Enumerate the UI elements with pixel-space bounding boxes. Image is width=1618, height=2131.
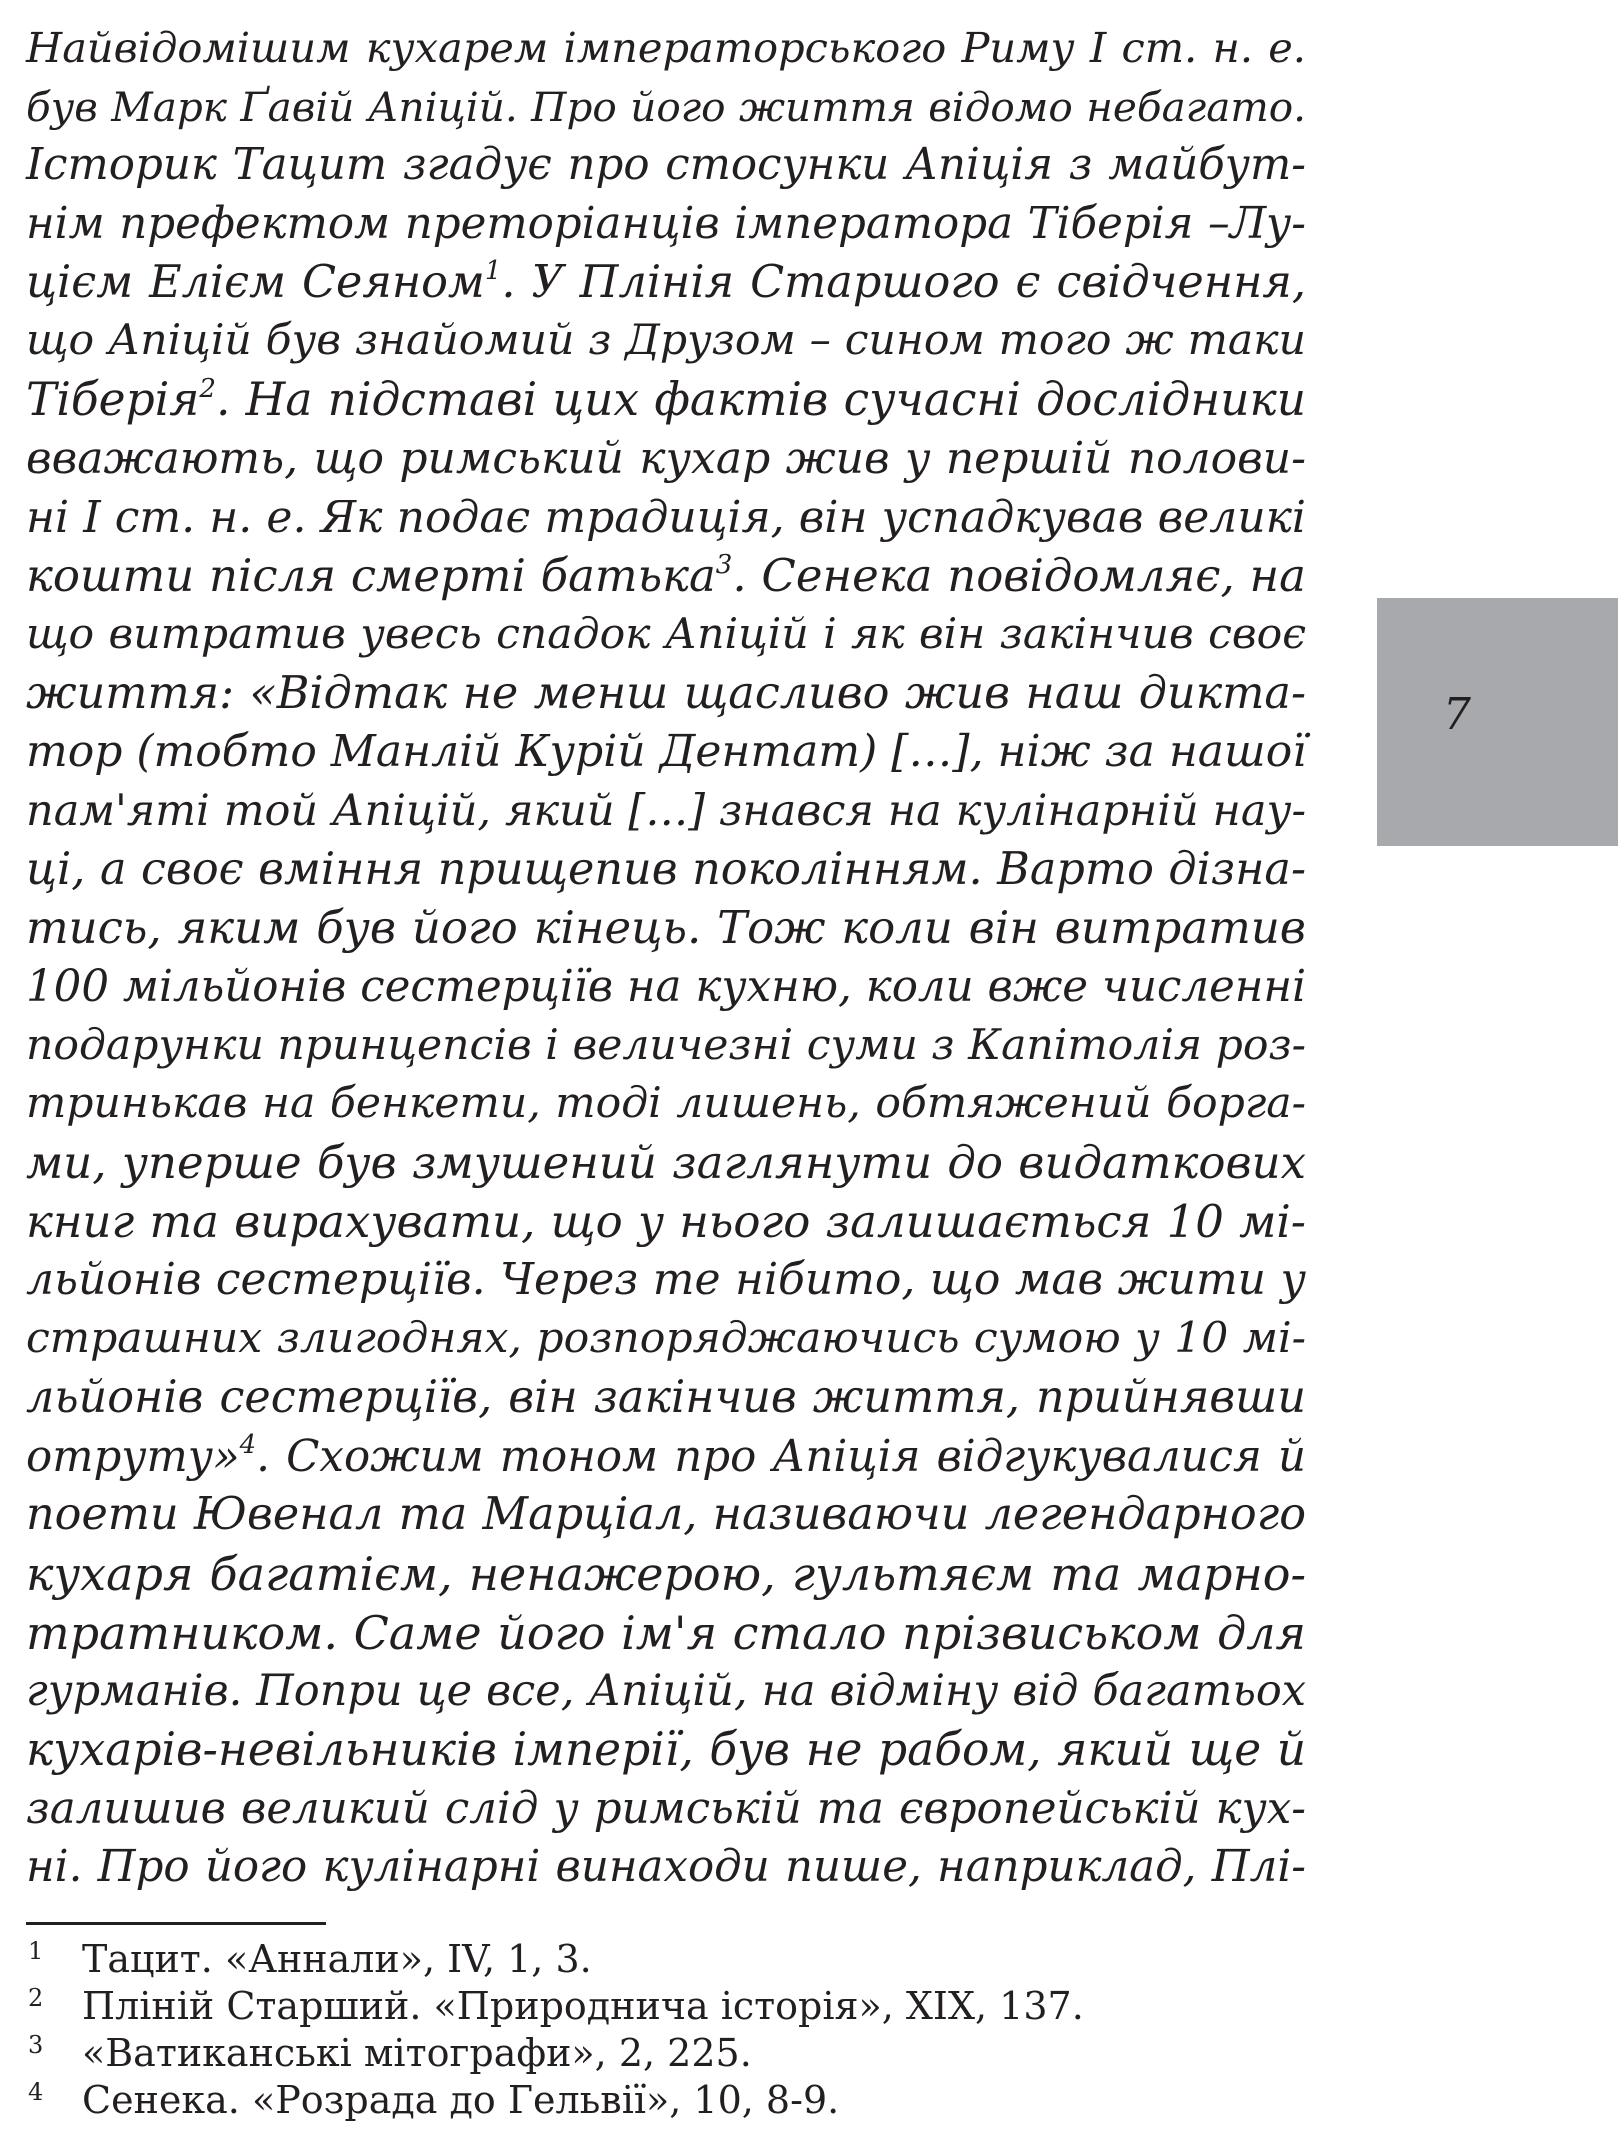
text-line-content: тринькав на бенкети, тоді лишень, обтяжений борга- [26, 1079, 1306, 1129]
text-line [26, 1017, 1306, 1076]
text-line-content: . Сенека повідомляє, на [732, 549, 1306, 603]
text-line [26, 1662, 1306, 1721]
text-line-content: ні. Про його кулінарні винаходи пише, наприклад, Плі- [26, 1842, 1306, 1893]
text-line-content: Історик Тацит згадує про стосунки Апіція з майбут- [26, 140, 1306, 191]
text-line-content: цієм Елієм Сеяном [26, 256, 485, 308]
text-line-content: Тіберія [26, 373, 200, 427]
text-line [26, 1838, 1306, 1897]
body-text [26, 19, 1306, 1897]
text-line-content: кухаря багатієм, ненажерою, гультяєм та марно- [26, 1546, 1306, 1601]
text-line-content: страшних злигоднях, розпоряджаючись сумою у 10 мі- [26, 1314, 1306, 1364]
page-number: 7 [1443, 689, 1471, 740]
text-line-content: нім префектом преторіанців імператора Тіберія –Лу- [26, 199, 1306, 250]
text-line [26, 1780, 1306, 1839]
footnote-number: 1 [28, 1937, 44, 1965]
footnote [26, 2077, 1226, 2124]
text-line-content: життя: «Відтак не менш щасливо жив наш дикта- [26, 667, 1306, 719]
text-line [26, 723, 1306, 782]
text-line-content: поети Ювенал та Марціал, називаючи легендарного [26, 1489, 1306, 1541]
footnote-text: Сенека. «Розрада до Гельвії», 10, 8-9. [82, 2078, 840, 2122]
text-line-content: книг та вирахувати, що у нього залишається 10 мі- [26, 1194, 1306, 1248]
text-line-content: . У Плінія Старшого є свідчення, [501, 256, 1306, 308]
text-line-content: . На підставі цих фактів сучасні дослідники [215, 373, 1306, 427]
text-line [26, 665, 1306, 724]
text-line [26, 78, 1306, 137]
text-line-content: що витратив увесь спадок Апіцій і як він закінчив своє [26, 609, 1306, 659]
footnote [26, 1936, 1226, 1983]
page-number-tab [1377, 598, 1618, 846]
text-line [26, 254, 1306, 313]
text-line-content: тор (тобто Манлій Курій Дентат) […], ніж за нашої [26, 726, 1307, 778]
text-line [26, 547, 1306, 606]
text-line [26, 782, 1306, 841]
text-line-content: ні І ст. н. е. Як подає традиція, він успадкував великі [26, 491, 1306, 543]
text-line-content: ми, уперше був змушений заглянути до видаткових [26, 1136, 1306, 1190]
text-line [26, 1193, 1306, 1252]
footnote [26, 2030, 1226, 2077]
text-line [26, 1486, 1306, 1545]
footnote-reference: 2 [199, 374, 216, 405]
text-line-content: гурманів. Попри це все, Апіцій, на відміну від багатьох [26, 1666, 1306, 1717]
text-line [26, 958, 1306, 1017]
footnote-number: 2 [28, 1984, 44, 2012]
text-line-content: подарунки принцепсів і величезні суми з Капітолія роз- [26, 1020, 1306, 1070]
text-line-content: 100 мільйонів сестерціїв на кухню, коли вже численні [26, 962, 1306, 1012]
footnote-text: Тацит. «Аннали», IV, 1, 3. [82, 1937, 592, 1981]
text-line-content: що Апіцій був знайомий з Друзом – сином того ж таки [26, 316, 1306, 366]
text-line [26, 1545, 1306, 1604]
text-line-content: пам'яті той Апіцій, який […] знався на кулінарній нау- [26, 785, 1306, 836]
text-line [26, 489, 1306, 548]
text-line-content: . Схожим тоном про Апіція відгукувалися й [256, 1431, 1306, 1482]
footnote-reference: 4 [239, 1429, 257, 1460]
text-line [26, 195, 1306, 254]
text-line-content: вважають, що римський кухар жив у першій полови- [26, 432, 1306, 484]
text-line-content: льйонів сестерціїв, він закінчив життя, прийнявши [26, 1371, 1306, 1423]
text-line-content: ці, а своє вміння прищепив поколінням. Варто дізна- [26, 843, 1306, 895]
text-line [26, 1604, 1306, 1663]
text-line [26, 312, 1306, 371]
footnote-separator [26, 1922, 326, 1925]
text-line [26, 1428, 1306, 1487]
text-line-content: Найвідомішим кухарем імператорського Риму І ст. н. е. [26, 23, 1306, 72]
footnote-text: Пліній Старший. «Природнича історія», XIX, 137. [82, 1984, 1084, 2028]
text-line [26, 371, 1306, 430]
text-line-content: був Марк Ґавій Апіцій. Про його життя відомо небагато. [26, 82, 1306, 131]
footnote-number: 4 [28, 2078, 44, 2106]
text-line [26, 1075, 1306, 1134]
footnote [26, 1983, 1226, 2030]
text-line-content: кошти після смерті батька [26, 549, 716, 603]
text-line [26, 841, 1306, 900]
text-line [26, 430, 1306, 489]
footnotes [26, 1936, 1226, 2124]
footnote-number: 3 [28, 2031, 44, 2059]
text-line-content: отруту» [26, 1431, 240, 1482]
text-line-content: тись, яким був його кінець. Тож коли він витратив [26, 901, 1306, 955]
text-line [26, 1369, 1306, 1428]
footnote-text: «Ватиканські мітографи», 2, 225. [82, 2031, 752, 2075]
text-line [26, 19, 1306, 78]
text-line-content: льйонів сестерціїв. Через те нібито, що мав жити у [26, 1254, 1306, 1306]
text-line [26, 1134, 1306, 1193]
text-line [26, 606, 1306, 665]
text-line-content: залишив великий слід у римській та європейській кух- [26, 1783, 1306, 1834]
text-line [26, 1251, 1306, 1310]
text-line [26, 899, 1306, 958]
text-line [26, 1310, 1306, 1369]
text-line-content: кухарів-невільників імперії, був не рабом, який ще й [26, 1722, 1306, 1776]
text-line [26, 1721, 1306, 1780]
footnote-reference: 3 [715, 550, 733, 581]
text-line [26, 136, 1306, 195]
footnote-reference: 1 [484, 255, 502, 286]
text-line-content: тратником. Саме його ім'я стало прізвиськом для [26, 1605, 1306, 1660]
